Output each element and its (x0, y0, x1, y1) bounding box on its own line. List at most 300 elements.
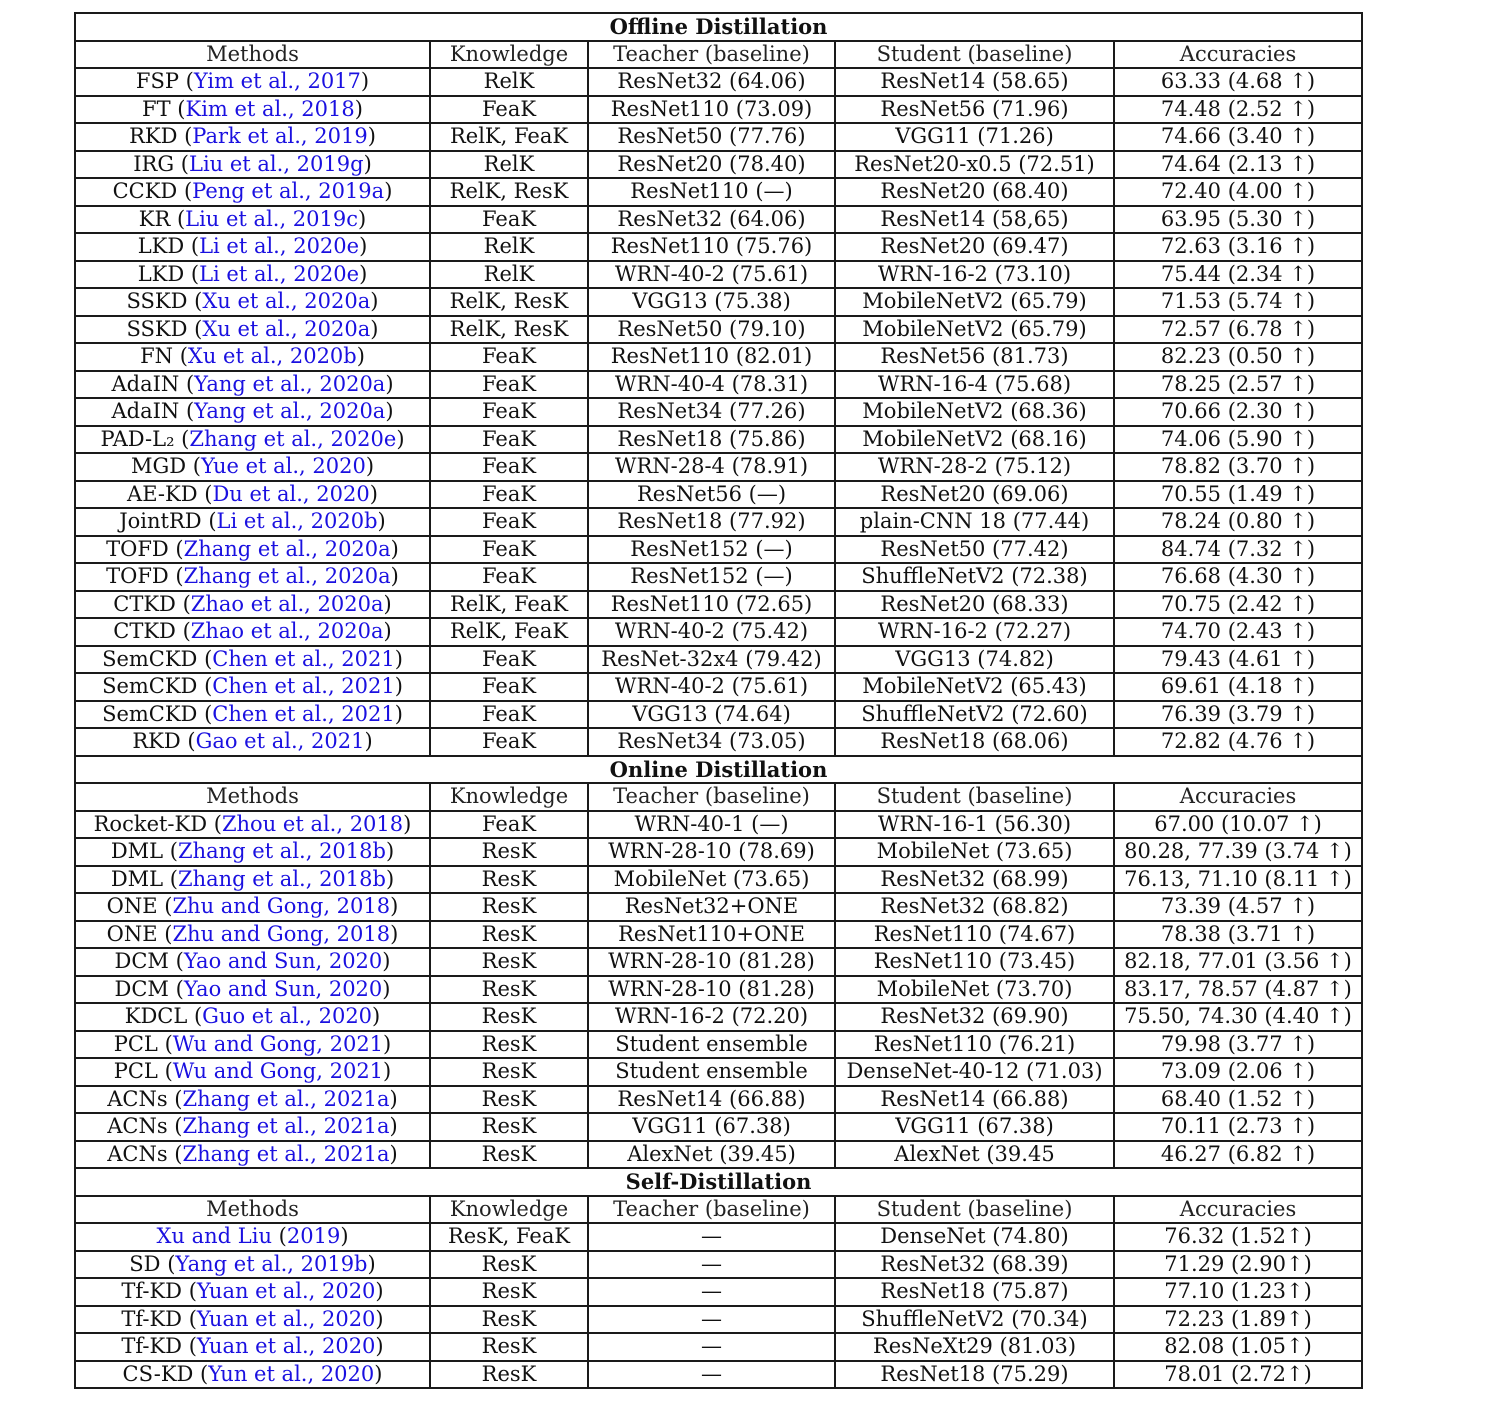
method-name: LKD (137, 261, 185, 286)
knowledge-cell: FeaK (430, 563, 588, 591)
citation-link[interactable]: Wu and Gong, 2021 (172, 1031, 384, 1056)
citation-link[interactable]: Zhao et al., 2020a (190, 591, 384, 616)
citation-link[interactable]: Yuan et al., 2020 (196, 1334, 376, 1359)
header-accuracies: Accuracies (1114, 1196, 1362, 1224)
student-cell: ResNet56 (81.73) (835, 343, 1114, 371)
teacher-cell: — (588, 1361, 835, 1389)
student-cell: ResNet14 (58.65) (835, 68, 1114, 96)
method-cell: SSKD (Xu et al., 2020a) (75, 288, 430, 316)
table-row (75, 921, 1362, 949)
student-cell: ResNet56 (71.96) (835, 96, 1114, 124)
table-row (75, 811, 1362, 839)
accuracy-cell: 67.00 (10.07 ↑) (1114, 811, 1362, 839)
table-row (75, 1223, 1362, 1251)
accuracy-cell: 74.70 (2.43 ↑) (1114, 618, 1362, 646)
accuracy-cell: 75.44 (2.34 ↑) (1114, 261, 1362, 289)
student-cell: WRN-16-2 (73.10) (835, 261, 1114, 289)
citation-link[interactable]: Zhang et al., 2018b (177, 866, 386, 891)
knowledge-cell: ResK (430, 893, 588, 921)
accuracy-cell: 83.17, 78.57 (4.87 ↑) (1114, 976, 1362, 1004)
citation-link[interactable]: Kim et al., 2018 (185, 96, 355, 121)
header-knowledge: Knowledge (430, 783, 588, 811)
method-cell: RKD (Park et al., 2019) (75, 123, 430, 151)
citation-link[interactable]: Zhang et al., 2018b (177, 839, 386, 864)
method-cell: Rocket-KD (Zhou et al., 2018) (75, 811, 430, 839)
method-cell: DML (Zhang et al., 2018b) (75, 866, 430, 894)
teacher-cell: MobileNet (73.65) (588, 866, 835, 894)
citation-link[interactable]: Li et al., 2020b (216, 509, 378, 534)
table-row (75, 288, 1362, 316)
student-cell: ResNet110 (76.21) (835, 1031, 1114, 1059)
citation-link[interactable]: Chen et al., 2021 (212, 674, 395, 699)
method-cell: SSKD (Xu et al., 2020a) (75, 316, 430, 344)
teacher-cell: — (588, 1223, 835, 1251)
table-row (75, 123, 1362, 151)
table-row (75, 1278, 1362, 1306)
table-row (75, 233, 1362, 261)
student-cell: ResNet20 (69.47) (835, 233, 1114, 261)
header-methods: Methods (75, 1196, 430, 1224)
accuracy-cell: 75.50, 74.30 (4.40 ↑) (1114, 1003, 1362, 1031)
citation-link[interactable]: Liu et al., 2019c (185, 206, 359, 231)
table-row (75, 563, 1362, 591)
accuracy-cell: 74.06 (5.90 ↑) (1114, 426, 1362, 454)
knowledge-cell: FeaK (430, 96, 588, 124)
citation-link[interactable]: 2019 (286, 1224, 341, 1249)
method-name: ACNs (107, 1086, 168, 1111)
table-row (75, 453, 1362, 481)
knowledge-cell: ResK (430, 1086, 588, 1114)
citation-link[interactable]: Zhao et al., 2020a (190, 619, 384, 644)
knowledge-cell: FeaK (430, 811, 588, 839)
header-teacher: Teacher (baseline) (588, 1196, 835, 1224)
knowledge-cell: FeaK (430, 481, 588, 509)
method-cell: LKD (Li et al., 2020e) (75, 233, 430, 261)
header-student: Student (baseline) (835, 783, 1114, 811)
table-row (75, 728, 1362, 756)
method-name: DML (110, 866, 164, 891)
table-row (75, 1003, 1362, 1031)
teacher-cell: ResNet50 (79.10) (588, 316, 835, 344)
method-name: Tf-KD (121, 1306, 183, 1331)
method-cell: AdaIN (Yang et al., 2020a) (75, 371, 430, 399)
method-cell: JointRD (Li et al., 2020b) (75, 508, 430, 536)
student-cell: ResNet20 (68.40) (835, 178, 1114, 206)
citation-link[interactable]: Zhou et al., 2018 (221, 811, 404, 836)
table-row (75, 1306, 1362, 1334)
teacher-cell: WRN-28-10 (81.28) (588, 976, 835, 1004)
citation-link[interactable]: Yang et al., 2020a (194, 399, 386, 424)
citation-link[interactable]: Yao and Sun, 2020 (183, 949, 383, 974)
table-row (75, 68, 1362, 96)
student-cell: ResNet110 (74.67) (835, 921, 1114, 949)
method-name: Tf-KD (121, 1334, 183, 1359)
table-row (75, 426, 1362, 454)
method-name: ONE (106, 921, 158, 946)
header-methods: Methods (75, 783, 430, 811)
teacher-cell: — (588, 1251, 835, 1279)
accuracy-cell: 77.10 (1.23↑) (1114, 1278, 1362, 1306)
student-cell: ShuffleNetV2 (72.60) (835, 701, 1114, 729)
table-row (75, 96, 1362, 124)
table-row (75, 261, 1362, 289)
knowledge-cell: ResK (430, 1141, 588, 1169)
accuracy-cell: 82.18, 77.01 (3.56 ↑) (1114, 948, 1362, 976)
accuracy-cell: 74.64 (2.13 ↑) (1114, 151, 1362, 179)
accuracy-cell: 72.40 (4.00 ↑) (1114, 178, 1362, 206)
citation-link[interactable]: Zhu and Gong, 2018 (172, 921, 391, 946)
teacher-cell: ResNet32 (64.06) (588, 68, 835, 96)
header-accuracies: Accuracies (1114, 783, 1362, 811)
method-cell: IRG (Liu et al., 2019g) (75, 151, 430, 179)
table-row (75, 1361, 1362, 1389)
accuracy-cell: 72.82 (4.76 ↑) (1114, 728, 1362, 756)
header-row (75, 41, 1362, 69)
citation-link[interactable]: Zhang et al., 2021a (182, 1086, 390, 1111)
citation-link[interactable]: Li et al., 2020e (199, 234, 360, 259)
citation-link[interactable]: Park et al., 2019 (192, 124, 368, 149)
table-row (75, 481, 1362, 509)
method-name: IRG (133, 151, 175, 176)
table-row (75, 646, 1362, 674)
accuracy-cell: 73.39 (4.57 ↑) (1114, 893, 1362, 921)
method-name: PCL (113, 1059, 158, 1084)
header-knowledge: Knowledge (430, 1196, 588, 1224)
method-name: MGD (130, 454, 187, 479)
knowledge-cell: ResK (430, 1113, 588, 1141)
table-row (75, 673, 1362, 701)
header-teacher: Teacher (baseline) (588, 41, 835, 69)
method-cell: AdaIN (Yang et al., 2020a) (75, 398, 430, 426)
student-cell: ResNet32 (68.99) (835, 866, 1114, 894)
accuracy-cell: 74.48 (2.52 ↑) (1114, 96, 1362, 124)
teacher-cell: WRN-28-10 (78.69) (588, 838, 835, 866)
method-cell: ACNs (Zhang et al., 2021a) (75, 1086, 430, 1114)
teacher-cell: WRN-40-2 (75.61) (588, 261, 835, 289)
method-name: SSKD (126, 289, 188, 314)
knowledge-cell: ResK (430, 1031, 588, 1059)
table-row (75, 701, 1362, 729)
citation-link[interactable]: Zhu and Gong, 2018 (172, 894, 391, 919)
method-name: Tf-KD (121, 1279, 183, 1304)
teacher-cell: WRN-28-4 (78.91) (588, 453, 835, 481)
accuracy-cell: 76.13, 71.10 (8.11 ↑) (1114, 866, 1362, 894)
distillation-results-table (74, 12, 1363, 1389)
citation-link[interactable]: Zhang et al., 2021a (182, 1114, 390, 1139)
student-cell: MobileNet (73.65) (835, 838, 1114, 866)
citation-link[interactable]: Xu et al., 2020a (202, 289, 371, 314)
method-name: SSKD (126, 316, 188, 341)
citation-link[interactable]: Chen et al., 2021 (212, 646, 395, 671)
student-cell: ResNet18 (68.06) (835, 728, 1114, 756)
teacher-cell: WRN-28-10 (81.28) (588, 948, 835, 976)
method-cell: DCM (Yao and Sun, 2020) (75, 948, 430, 976)
table-row (75, 618, 1362, 646)
table-body (75, 13, 1362, 1388)
citation-link[interactable]: Xu et al., 2020a (202, 316, 371, 341)
citation-link[interactable]: Zhang et al., 2020a (183, 536, 391, 561)
knowledge-cell: ResK (430, 1251, 588, 1279)
method-name: SemCKD (102, 674, 198, 699)
student-cell: WRN-16-2 (72.27) (835, 618, 1114, 646)
method-cell: Tf-KD (Yuan et al., 2020) (75, 1333, 430, 1361)
student-cell: WRN-16-4 (75.68) (835, 371, 1114, 399)
accuracy-cell: 74.66 (3.40 ↑) (1114, 123, 1362, 151)
accuracy-cell: 72.57 (6.78 ↑) (1114, 316, 1362, 344)
table-row (75, 1058, 1362, 1086)
accuracy-cell: 76.68 (4.30 ↑) (1114, 563, 1362, 591)
method-name: JointRD (119, 509, 202, 534)
section-title-row (75, 13, 1362, 41)
knowledge-cell: FeaK (430, 426, 588, 454)
table-row (75, 893, 1362, 921)
knowledge-cell: ResK (430, 1333, 588, 1361)
method-cell: FSP (Yim et al., 2017) (75, 68, 430, 96)
citation-link[interactable]: Wu and Gong, 2021 (172, 1059, 384, 1084)
knowledge-cell: RelK, ResK (430, 316, 588, 344)
table-row (75, 1333, 1362, 1361)
table-row (75, 838, 1362, 866)
citation-link[interactable]: Yao and Sun, 2020 (183, 976, 383, 1001)
citation-link[interactable]: Gao et al., 2021 (195, 729, 365, 754)
teacher-cell: VGG13 (75.38) (588, 288, 835, 316)
accuracy-cell: 70.75 (2.42 ↑) (1114, 591, 1362, 619)
method-name: TOFD (106, 536, 169, 561)
header-accuracies: Accuracies (1114, 41, 1362, 69)
knowledge-cell: FeaK (430, 343, 588, 371)
method-cell: ONE (Zhu and Gong, 2018) (75, 921, 430, 949)
accuracy-cell: 71.29 (2.90↑) (1114, 1251, 1362, 1279)
teacher-cell: ResNet34 (77.26) (588, 398, 835, 426)
student-cell: ResNet32 (68.82) (835, 893, 1114, 921)
student-cell: ResNeXt29 (81.03) (835, 1333, 1114, 1361)
citation-link[interactable]: Zhang et al., 2020e (189, 426, 397, 451)
section-title-row (75, 756, 1362, 784)
method-name: Rocket-KD (93, 811, 208, 836)
method-cell: CS-KD (Yun et al., 2020) (75, 1361, 430, 1389)
knowledge-cell: FeaK (430, 206, 588, 234)
student-cell: ShuffleNetV2 (70.34) (835, 1306, 1114, 1334)
method-name: AdaIN (111, 399, 180, 424)
method-name: SD (129, 1251, 161, 1276)
student-cell: MobileNetV2 (65.79) (835, 288, 1114, 316)
citation-link[interactable]: Peng et al., 2019a (192, 179, 385, 204)
accuracy-cell: 68.40 (1.52 ↑) (1114, 1086, 1362, 1114)
knowledge-cell: FeaK (430, 371, 588, 399)
method-cell: Tf-KD (Yuan et al., 2020) (75, 1306, 430, 1334)
knowledge-cell: FeaK (430, 673, 588, 701)
table-row (75, 1113, 1362, 1141)
method-cell: SemCKD (Chen et al., 2021) (75, 646, 430, 674)
method-name: AdaIN (111, 371, 180, 396)
header-row (75, 1196, 1362, 1224)
method-cell: CCKD (Peng et al., 2019a) (75, 178, 430, 206)
table-row (75, 948, 1362, 976)
header-student: Student (baseline) (835, 41, 1114, 69)
table-row (75, 591, 1362, 619)
citation-link[interactable]: Li et al., 2020e (199, 261, 360, 286)
method-cell: ACNs (Zhang et al., 2021a) (75, 1113, 430, 1141)
teacher-cell: ResNet110 (—) (588, 178, 835, 206)
student-cell: MobileNet (73.70) (835, 976, 1114, 1004)
knowledge-cell: FeaK (430, 728, 588, 756)
student-cell: ResNet14 (58,65) (835, 206, 1114, 234)
method-name: TOFD (106, 564, 169, 589)
teacher-cell: ResNet34 (73.05) (588, 728, 835, 756)
method-name: DCM (114, 949, 169, 974)
teacher-cell: ResNet50 (77.76) (588, 123, 835, 151)
citation-link[interactable]: Yang et al., 2019b (175, 1251, 368, 1276)
knowledge-cell: ResK (430, 921, 588, 949)
teacher-cell: ResNet14 (66.88) (588, 1086, 835, 1114)
method-cell: Xu and Liu (2019) (75, 1223, 430, 1251)
method-cell: FN (Xu et al., 2020b) (75, 343, 430, 371)
citation-link[interactable]: Du et al., 2020 (212, 481, 370, 506)
table-row (75, 1141, 1362, 1169)
accuracy-cell: 79.98 (3.77 ↑) (1114, 1031, 1362, 1059)
accuracy-cell: 76.32 (1.52↑) (1114, 1223, 1362, 1251)
header-teacher: Teacher (baseline) (588, 783, 835, 811)
knowledge-cell: ResK, FeaK (430, 1223, 588, 1251)
teacher-cell: ResNet-32x4 (79.42) (588, 646, 835, 674)
teacher-cell: ResNet152 (—) (588, 536, 835, 564)
citation-link[interactable]: Yuan et al., 2020 (196, 1306, 376, 1331)
accuracy-cell: 69.61 (4.18 ↑) (1114, 673, 1362, 701)
teacher-cell: ResNet110 (75.76) (588, 233, 835, 261)
knowledge-cell: ResK (430, 1361, 588, 1389)
teacher-cell: WRN-40-1 (—) (588, 811, 835, 839)
section-title: Offline Distillation (75, 13, 1362, 41)
citation-link[interactable]: Yuan et al., 2020 (196, 1279, 376, 1304)
accuracy-cell: 78.24 (0.80 ↑) (1114, 508, 1362, 536)
accuracy-cell: 71.53 (5.74 ↑) (1114, 288, 1362, 316)
accuracy-cell: 82.23 (0.50 ↑) (1114, 343, 1362, 371)
accuracy-cell: 78.82 (3.70 ↑) (1114, 453, 1362, 481)
accuracy-cell: 78.01 (2.72↑) (1114, 1361, 1362, 1389)
student-cell: VGG13 (74.82) (835, 646, 1114, 674)
table-row (75, 1086, 1362, 1114)
teacher-cell: ResNet32 (64.06) (588, 206, 835, 234)
teacher-cell: ResNet56 (—) (588, 481, 835, 509)
table-row (75, 866, 1362, 894)
student-cell: DenseNet (74.80) (835, 1223, 1114, 1251)
student-cell: ShuffleNetV2 (72.38) (835, 563, 1114, 591)
knowledge-cell: FeaK (430, 646, 588, 674)
method-cell: ACNs (Zhang et al., 2021a) (75, 1141, 430, 1169)
knowledge-cell: RelK, ResK (430, 288, 588, 316)
method-name: KDCL (124, 1004, 188, 1029)
student-cell: ResNet20-x0.5 (72.51) (835, 151, 1114, 179)
teacher-cell: — (588, 1278, 835, 1306)
knowledge-cell: ResK (430, 838, 588, 866)
citation-link[interactable]: Zhang et al., 2021a (182, 1141, 390, 1166)
citation-link[interactable]: Chen et al., 2021 (212, 701, 395, 726)
citation-link[interactable]: Yim et al., 2017 (193, 69, 361, 94)
teacher-cell: WRN-40-4 (78.31) (588, 371, 835, 399)
table-row (75, 343, 1362, 371)
citation-link[interactable]: Yue et al., 2020 (200, 454, 366, 479)
citation-link[interactable]: Zhang et al., 2020a (183, 564, 391, 589)
method-cell: KDCL (Guo et al., 2020) (75, 1003, 430, 1031)
method-name: ONE (106, 894, 158, 919)
method-name: DCM (114, 976, 169, 1001)
method-name: ACNs (107, 1114, 168, 1139)
student-cell: plain-CNN 18 (77.44) (835, 508, 1114, 536)
method-name: CTKD (113, 591, 176, 616)
teacher-cell: WRN-40-2 (75.42) (588, 618, 835, 646)
section-title: Self-Distillation (75, 1168, 1362, 1196)
table-row (75, 371, 1362, 399)
teacher-cell: ResNet20 (78.40) (588, 151, 835, 179)
table-row (75, 398, 1362, 426)
method-cell: DML (Zhang et al., 2018b) (75, 838, 430, 866)
knowledge-cell: FeaK (430, 398, 588, 426)
student-cell: ResNet18 (75.87) (835, 1278, 1114, 1306)
accuracy-cell: 46.27 (6.82 ↑) (1114, 1141, 1362, 1169)
student-cell: VGG11 (71.26) (835, 123, 1114, 151)
knowledge-cell: ResK (430, 1278, 588, 1306)
teacher-cell: WRN-16-2 (72.20) (588, 1003, 835, 1031)
table-row (75, 151, 1362, 179)
method-cell: AE-KD (Du et al., 2020) (75, 481, 430, 509)
knowledge-cell: RelK (430, 261, 588, 289)
citation-link[interactable]: Yang et al., 2020a (194, 371, 386, 396)
accuracy-cell: 73.09 (2.06 ↑) (1114, 1058, 1362, 1086)
student-cell: ResNet110 (73.45) (835, 948, 1114, 976)
accuracy-cell: 78.38 (3.71 ↑) (1114, 921, 1362, 949)
teacher-cell: VGG11 (67.38) (588, 1113, 835, 1141)
student-cell: ResNet14 (66.88) (835, 1086, 1114, 1114)
table-row (75, 1031, 1362, 1059)
method-cell: TOFD (Zhang et al., 2020a) (75, 563, 430, 591)
knowledge-cell: RelK (430, 68, 588, 96)
student-cell: WRN-16-1 (56.30) (835, 811, 1114, 839)
accuracy-cell: 76.39 (3.79 ↑) (1114, 701, 1362, 729)
citation-link[interactable]: Liu et al., 2019g (189, 151, 364, 176)
method-name: FT (142, 96, 171, 121)
method-cell: SemCKD (Chen et al., 2021) (75, 701, 430, 729)
header-student: Student (baseline) (835, 1196, 1114, 1224)
teacher-cell: — (588, 1306, 835, 1334)
knowledge-cell: FeaK (430, 453, 588, 481)
accuracy-cell: 79.43 (4.61 ↑) (1114, 646, 1362, 674)
teacher-cell: ResNet18 (77.92) (588, 508, 835, 536)
student-cell: ResNet50 (77.42) (835, 536, 1114, 564)
citation-link[interactable]: Guo et al., 2020 (202, 1004, 373, 1029)
method-name: SemCKD (102, 701, 198, 726)
method-name: CCKD (112, 179, 178, 204)
citation-link[interactable]: Yun et al., 2020 (208, 1361, 375, 1386)
method-name: LKD (137, 234, 185, 259)
knowledge-cell: FeaK (430, 508, 588, 536)
method-name: RKD (132, 729, 181, 754)
teacher-cell: AlexNet (39.45) (588, 1141, 835, 1169)
table-row (75, 316, 1362, 344)
section-title: Online Distillation (75, 756, 1362, 784)
accuracy-cell: 72.23 (1.89↑) (1114, 1306, 1362, 1334)
knowledge-cell: ResK (430, 1058, 588, 1086)
teacher-cell: ResNet110 (82.01) (588, 343, 835, 371)
accuracy-cell: 63.33 (4.68 ↑) (1114, 68, 1362, 96)
knowledge-cell: RelK, FeaK (430, 618, 588, 646)
method-name: CTKD (113, 619, 176, 644)
student-cell: ResNet32 (69.90) (835, 1003, 1114, 1031)
method-name: PCL (113, 1031, 158, 1056)
student-cell: DenseNet-40-12 (71.03) (835, 1058, 1114, 1086)
accuracy-cell: 72.63 (3.16 ↑) (1114, 233, 1362, 261)
citation-link[interactable]: Xu et al., 2020b (187, 344, 357, 369)
method-name: RKD (129, 124, 178, 149)
